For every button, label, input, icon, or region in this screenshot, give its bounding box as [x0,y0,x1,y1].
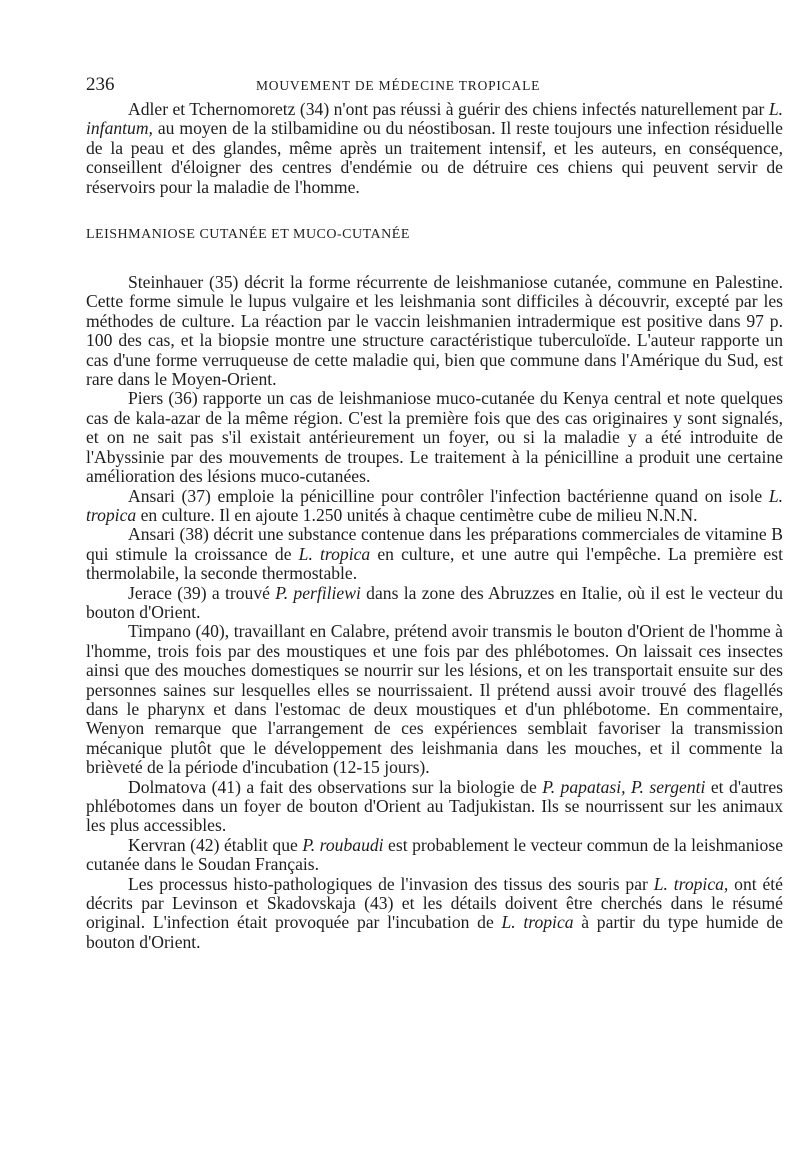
intro-paragraph [86,100,783,197]
text: Jerace (39) a trouvé [128,582,276,603]
paragraph-piers: Piers (36) rapporte un cas de leishmaniose muco-cutanée du Kenya central et note quelques cas de kala-azar de la même région. C'est la première fois que des cas originaires y sont signalés, et on ne sait pas s'il existait antérieurement un foyer, ou si la maladie y a été introduite de l'Abyssinie par des mouvements de troupes. Le traitement à la pénicilline a produit une certaine amélioration des lésions muco-cutanées. [86,388,783,487]
paragraph-ansari-38 [86,525,783,583]
species-name: P. perfiliewi [275,582,361,603]
paragraph-jerace [86,584,783,623]
text: en culture. Il en ajoute 1.250 unités à chaque centimètre cube de milieu N.N.N. [136,504,698,525]
running-head: MOUVEMENT DE MÉDECINE TROPICALE [256,78,541,93]
text: à partir du type humide de bouton d'Orient. [86,912,783,952]
text: et d'autres phlébotomes dans un foyer de bouton d'Orient au Tadjukistan. Ils se nourrissent sur les animaux les plus accessibles. [86,776,784,836]
text: est probablement le vecteur commun de la leishmaniose cutanée dans le Soudan Français. [86,834,784,875]
text: Ansari (38) décrit une substance contenue dans les préparations commerciales de vitamine B qui stimule la croissance de [86,524,783,564]
text: ont été décrits par Levinson et Skadovskaja (43) et les détails doivent être cherchés dans le résumé original. L'infection était provoquée par l'incubation de [86,873,783,933]
species-name: L. tropica [298,543,371,564]
paragraph-timpano: Timpano (40), travaillant en Calabre, prétend avoir transmis le bouton d'Orient de l'homme à l'homme, trois fois par des moustiques et une fois par des phlébotomes. On laissait ces insectes ainsi que des mouches domestiques se nourrir sur les lésions, et on les transportait ensuite sur des personnes saines sur lesquelles elles se nourrissaient. Il prétend aussi avoir trouvé des flagellés dans le pharynx et dans l'estomac de deux moustiques et d'un phlébotome. En commentaire, Wenyon remarque que l'arrangement de ces expériences semblait favoriser la transmission mécanique plutôt que le développement des leishmania dans les mouches, et il commente la brièveté de la période d'incubation (12-15 jours). [86,621,783,778]
page-header [86,74,783,100]
species-name: L. tropica, [653,873,729,894]
text: Les processus histo-pathologiques de l'invasion des tissus des souris par [128,873,654,894]
paragraph-dolmatova [86,778,783,836]
paragraph-ansari-37 [86,487,783,526]
paragraph-kervran [86,836,783,875]
document-page [86,74,783,952]
species-name: P. papatasi, P. sergenti [542,776,706,797]
species-name: L. infantum, [86,99,783,139]
intro-text-a: Adler et Tchernomoretz (34) n'ont pas réussi à guérir des chiens infectés naturellement par [128,99,769,119]
page-number: 236 [86,74,115,95]
species-name: L. tropica [501,912,574,933]
text: en culture, et une autre qui l'empêche. La première est thermolabile, la seconde thermostable. [86,543,783,584]
section-heading: LEISHMANIOSE CUTANÉE ET MUCO-CUTANÉE [86,227,410,243]
text: dans la zone des Abruzzes en Italie, où il est le vecteur du bouton d'Orient. [86,582,783,622]
text: Dolmatova (41) a fait des observations sur la biologie de [128,776,543,797]
paragraph-processus [86,875,783,953]
intro-text-b: au moyen de la stilbamidine ou du néostibosan. Il reste toujours une infection résiduelle de la peau et des glandes, même après un traitement intensif, et les auteurs, en conséquence, conseillent d'éloigner des centres d'endémie ou de détruire ces chiens qui peuvent servir de réservoirs pour la maladie de l'homme. [86,118,783,197]
paragraph-steinhauer: Steinhauer (35) décrit la forme récurrente de leishmaniose cutanée, commune en Palestine. Cette forme simule le lupus vulgaire et les leishmania sont difficiles à découvrir, excepté par les méthodes de culture. La réaction par le vaccin leishmanien intradermique est positive dans 97 p. 100 des cas, et la biopsie montre une structure caractéristique tuberculoïde. L'auteur rapporte un cas d'une forme verruqueuse de cette maladie qui, bien que commune dans l'Amérique du Sud, est rare dans le Moyen-Orient. [86,272,783,390]
species-name: L. tropica [86,485,783,525]
text: Ansari (37) emploie la pénicilline pour contrôler l'infection bactérienne quand on isole [128,485,769,506]
species-name: P. roubaudi [302,834,384,855]
text: Kervran (42) établit que [128,834,303,855]
